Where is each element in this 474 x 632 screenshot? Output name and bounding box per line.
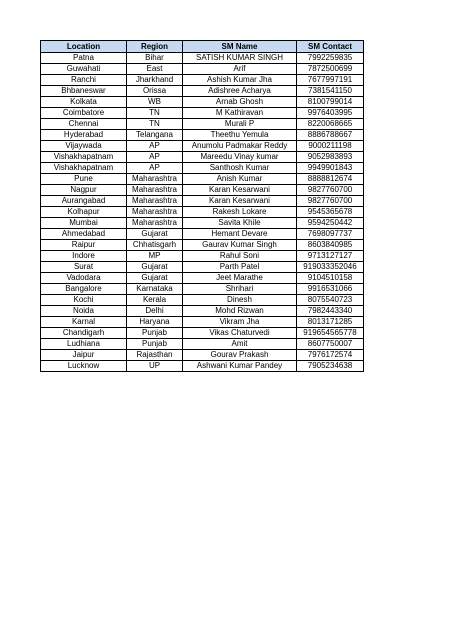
table-row	[41, 97, 364, 108]
cell-location[interactable]: Bhbaneswar	[41, 86, 127, 97]
table-row	[41, 229, 364, 240]
cell-sm-contact[interactable]: 7872500699	[297, 64, 364, 75]
cell-sm-name[interactable]: Karan Kesarwani	[183, 196, 297, 207]
header-sm-contact[interactable]: SM Contact	[297, 41, 364, 53]
cell-sm-contact[interactable]: 9104510158	[297, 273, 364, 284]
cell-location[interactable]: Nagpur	[41, 185, 127, 196]
cell-sm-name[interactable]: Anumolu Padmakar Reddy	[183, 141, 297, 152]
table-row	[41, 207, 364, 218]
cell-sm-name[interactable]: Arnab Ghosh	[183, 97, 297, 108]
cell-location[interactable]: Aurangabad	[41, 196, 127, 207]
table-row	[41, 75, 364, 86]
table-row	[41, 86, 364, 97]
cell-location[interactable]: Karnal	[41, 317, 127, 328]
cell-sm-contact[interactable]: 9916531066	[297, 284, 364, 295]
table-row	[41, 174, 364, 185]
cell-location[interactable]: Vishakhapatnam	[41, 152, 127, 163]
cell-sm-name[interactable]: Mareedu Vinay kumar	[183, 152, 297, 163]
cell-location[interactable]: Ranchi	[41, 75, 127, 86]
cell-sm-contact[interactable]: 7698097737	[297, 229, 364, 240]
cell-region[interactable]: AP	[127, 163, 183, 174]
cell-sm-contact[interactable]: 8603840985	[297, 240, 364, 251]
cell-region[interactable]: MP	[127, 251, 183, 262]
table-row	[41, 240, 364, 251]
table-row	[41, 273, 364, 284]
cell-location[interactable]: Vijaywada	[41, 141, 127, 152]
cell-sm-contact[interactable]: 8013171285	[297, 317, 364, 328]
table-row	[41, 53, 364, 64]
cell-region[interactable]: Jharkhand	[127, 75, 183, 86]
cell-sm-contact[interactable]: 919033352046	[297, 262, 364, 273]
cell-location[interactable]: Raipur	[41, 240, 127, 251]
cell-sm-name[interactable]: Parth Patel	[183, 262, 297, 273]
cell-region[interactable]: Maharashtra	[127, 185, 183, 196]
cell-sm-name[interactable]: Vikas Chaturvedi	[183, 328, 297, 339]
cell-sm-name[interactable]: Theethu Yemula	[183, 130, 297, 141]
cell-region[interactable]: TN	[127, 119, 183, 130]
cell-sm-name[interactable]: Karan Kesarwani	[183, 185, 297, 196]
cell-sm-contact[interactable]: 8886788667	[297, 130, 364, 141]
cell-location[interactable]: Chandigarh	[41, 328, 127, 339]
table-row	[41, 152, 364, 163]
cell-sm-contact[interactable]: 7982443340	[297, 306, 364, 317]
cell-sm-name[interactable]: M Kathiravan	[183, 108, 297, 119]
cell-location[interactable]: Patna	[41, 53, 127, 64]
cell-location[interactable]: Ludhiana	[41, 339, 127, 350]
cell-region[interactable]: Maharashtra	[127, 174, 183, 185]
cell-location[interactable]: Surat	[41, 262, 127, 273]
cell-region[interactable]: AP	[127, 152, 183, 163]
cell-location[interactable]: Noida	[41, 306, 127, 317]
cell-location[interactable]: Bangalore	[41, 284, 127, 295]
cell-sm-contact[interactable]: 9949901843	[297, 163, 364, 174]
table-row	[41, 108, 364, 119]
table-body	[41, 53, 364, 372]
cell-region[interactable]: Karnataka	[127, 284, 183, 295]
cell-sm-contact[interactable]: 8220068665	[297, 119, 364, 130]
cell-region[interactable]: Gujarat	[127, 273, 183, 284]
table-row	[41, 218, 364, 229]
cell-sm-contact[interactable]: 9827760700	[297, 185, 364, 196]
cell-sm-contact[interactable]: 9000211198	[297, 141, 364, 152]
table-row	[41, 350, 364, 361]
cell-region[interactable]: Chhatisgarh	[127, 240, 183, 251]
cell-region[interactable]: Maharashtra	[127, 218, 183, 229]
cell-sm-name[interactable]: Gaurav Kumar Singh	[183, 240, 297, 251]
cell-region[interactable]: East	[127, 64, 183, 75]
cell-location[interactable]: Vadodara	[41, 273, 127, 284]
cell-sm-contact[interactable]: 9713127127	[297, 251, 364, 262]
cell-region[interactable]: Gujarat	[127, 262, 183, 273]
cell-region[interactable]: Gujarat	[127, 229, 183, 240]
cell-location[interactable]: Ahmedabad	[41, 229, 127, 240]
cell-sm-contact[interactable]: 7677997191	[297, 75, 364, 86]
table-row	[41, 361, 364, 372]
cell-sm-name[interactable]: Hemant Devare	[183, 229, 297, 240]
cell-region[interactable]: Maharashtra	[127, 196, 183, 207]
sm-contact-table	[40, 40, 364, 372]
header-row	[41, 41, 364, 53]
table-row	[41, 295, 364, 306]
cell-location[interactable]: Lucknow	[41, 361, 127, 372]
table-row	[41, 339, 364, 350]
cell-region[interactable]: Orissa	[127, 86, 183, 97]
table-row	[41, 163, 364, 174]
cell-region[interactable]: TN	[127, 108, 183, 119]
cell-sm-name[interactable]: Shrihari	[183, 284, 297, 295]
cell-sm-name[interactable]: Rahul Soni	[183, 251, 297, 262]
cell-location[interactable]: Guwahati	[41, 64, 127, 75]
cell-location[interactable]: Chennai	[41, 119, 127, 130]
cell-region[interactable]: Kerala	[127, 295, 183, 306]
cell-sm-name[interactable]: Amit	[183, 339, 297, 350]
cell-region[interactable]: AP	[127, 141, 183, 152]
cell-region[interactable]: UP	[127, 361, 183, 372]
table-row	[41, 251, 364, 262]
table-row	[41, 306, 364, 317]
table-row	[41, 317, 364, 328]
cell-location[interactable]: Kolkata	[41, 97, 127, 108]
cell-region[interactable]: Telangana	[127, 130, 183, 141]
cell-sm-contact[interactable]: 9594250442	[297, 218, 364, 229]
cell-region[interactable]: Punjab	[127, 339, 183, 350]
cell-sm-contact[interactable]: 9545365678	[297, 207, 364, 218]
cell-location[interactable]: Hyderabad	[41, 130, 127, 141]
cell-sm-contact[interactable]: 8607750007	[297, 339, 364, 350]
cell-sm-name[interactable]: Adishree Acharya	[183, 86, 297, 97]
cell-region[interactable]: WB	[127, 97, 183, 108]
cell-sm-name[interactable]: Anish Kumar	[183, 174, 297, 185]
cell-location[interactable]: Jaipur	[41, 350, 127, 361]
table-row	[41, 262, 364, 273]
cell-location[interactable]: Kolhapur	[41, 207, 127, 218]
cell-region[interactable]: Delhi	[127, 306, 183, 317]
cell-sm-name[interactable]: Gourav Prakash	[183, 350, 297, 361]
cell-sm-contact[interactable]: 9052983893	[297, 152, 364, 163]
cell-region[interactable]: Punjab	[127, 328, 183, 339]
cell-region[interactable]: Bihar	[127, 53, 183, 64]
cell-sm-name[interactable]: Arif	[183, 64, 297, 75]
cell-sm-name[interactable]: Jeet Marathe	[183, 273, 297, 284]
cell-sm-contact[interactable]: 8075540723	[297, 295, 364, 306]
cell-region[interactable]: Maharashtra	[127, 207, 183, 218]
header-region[interactable]: Region	[127, 41, 183, 53]
table-row	[41, 64, 364, 75]
cell-location[interactable]: Mumbai	[41, 218, 127, 229]
table-row	[41, 141, 364, 152]
cell-sm-contact[interactable]: 8100799014	[297, 97, 364, 108]
cell-location[interactable]: Coimbatore	[41, 108, 127, 119]
cell-location[interactable]: Pune	[41, 174, 127, 185]
cell-region[interactable]: Haryana	[127, 317, 183, 328]
cell-sm-contact[interactable]: 7381541150	[297, 86, 364, 97]
cell-sm-contact[interactable]: 7976172574	[297, 350, 364, 361]
header-location[interactable]: Location	[41, 41, 127, 53]
cell-sm-name[interactable]: Rakesh Lokare	[183, 207, 297, 218]
cell-sm-name[interactable]: Ashish Kumar Jha	[183, 75, 297, 86]
table-row	[41, 130, 364, 141]
cell-sm-name[interactable]: Santhosh Kumar	[183, 163, 297, 174]
cell-sm-name[interactable]: Dinesh	[183, 295, 297, 306]
cell-location[interactable]: Kochi	[41, 295, 127, 306]
cell-location[interactable]: Indore	[41, 251, 127, 262]
cell-sm-contact[interactable]: 9976403995	[297, 108, 364, 119]
cell-sm-contact[interactable]: 8888812674	[297, 174, 364, 185]
table-row	[41, 284, 364, 295]
header-sm-name[interactable]: SM Name	[183, 41, 297, 53]
table-row	[41, 196, 364, 207]
cell-region[interactable]: Rajasthan	[127, 350, 183, 361]
cell-sm-contact[interactable]: 919654565778	[297, 328, 364, 339]
cell-sm-name[interactable]: Savita Khile	[183, 218, 297, 229]
cell-sm-name[interactable]: Ashwani Kumar Pandey	[183, 361, 297, 372]
cell-sm-contact[interactable]: 9827760700	[297, 196, 364, 207]
cell-sm-name[interactable]: Vikram Jha	[183, 317, 297, 328]
table-row	[41, 185, 364, 196]
cell-sm-name[interactable]: SATISH KUMAR SINGH	[183, 53, 297, 64]
table-row	[41, 328, 364, 339]
cell-location[interactable]: Vishakhapatnam	[41, 163, 127, 174]
cell-sm-name[interactable]: Mohd Rizwan	[183, 306, 297, 317]
cell-sm-contact[interactable]: 7905234638	[297, 361, 364, 372]
cell-sm-name[interactable]: Murali P	[183, 119, 297, 130]
cell-sm-contact[interactable]: 7992259835	[297, 53, 364, 64]
table-row	[41, 119, 364, 130]
